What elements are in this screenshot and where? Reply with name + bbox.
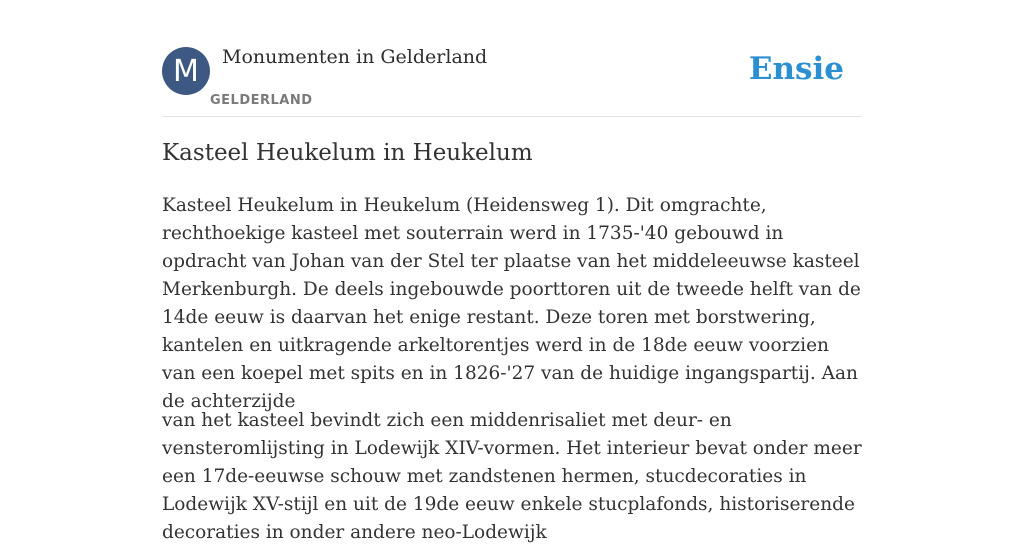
category-link[interactable]: GELDERLAND bbox=[210, 93, 313, 108]
brand-logo[interactable]: Ensie bbox=[748, 51, 844, 87]
avatar[interactable] bbox=[162, 47, 210, 95]
article-paragraph-1: Kasteel Heukelum in Heukelum (Heidensweg 1). Dit omgrachte, rechthoekige kasteel met souterrain werd in 1735-'40 gebouwd in opdracht van Johan van der Stel ter plaatse van het middeleeuwse kasteel Merkenburgh. De deels ingebouwde poorttoren uit de tweede helft van de 14de eeuw is daarvan het enige restant. Deze toren met borstwering, kantelen en uitkragende arkeltorentjes werd in de 18de eeuw voorzien van een koepel met spits en in 1826-'27 van de huidige ingangspartij. Aan de achterzijde bbox=[162, 195, 861, 412]
blog-title-link[interactable]: Monumenten in Gelderland bbox=[222, 46, 488, 68]
header bbox=[162, 44, 862, 117]
article-paragraph-2: van het kasteel bevindt zich een middenrisaliet met deur- en vensteromlijsting in Lodewijk XIV-vormen. Het interieur bevat onder meer een 17de-eeuwse schouw met zandstenen hermen, stucdecoraties in Lodewijk XV-stijl en uit de 19de eeuw enkele stucplafonds, historiserende decoraties in onder andere neo-Lodewijk bbox=[162, 410, 862, 543]
avatar-letter: M bbox=[173, 53, 199, 89]
article-title: Kasteel Heukelum in Heukelum bbox=[162, 140, 533, 166]
